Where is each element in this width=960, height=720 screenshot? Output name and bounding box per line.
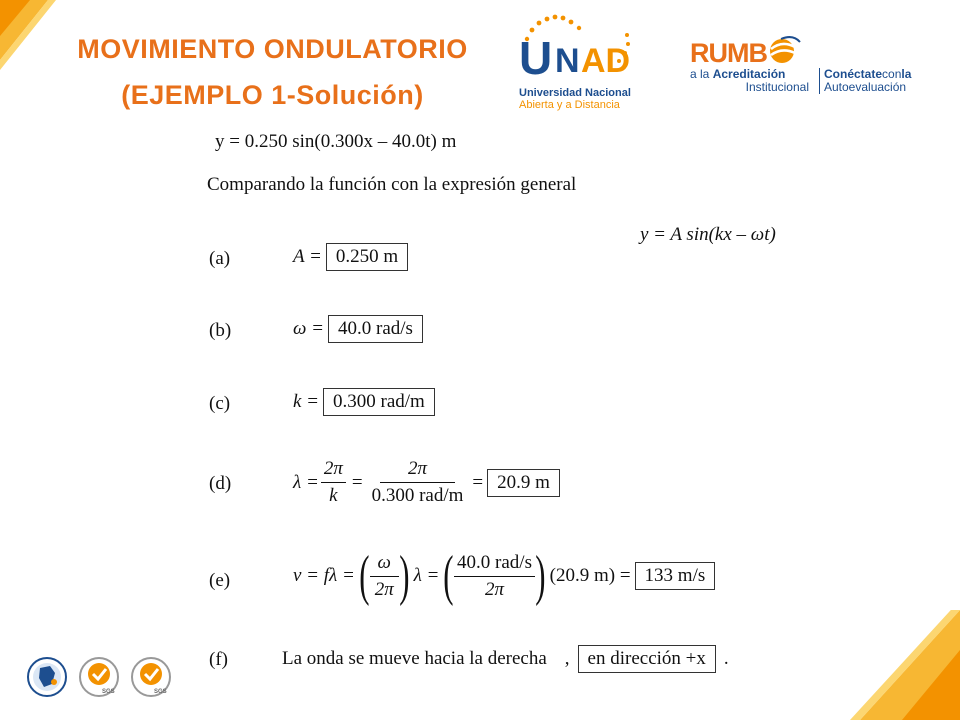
answer-a-box: 0.250 m xyxy=(326,243,408,271)
answer-d xyxy=(293,456,560,509)
rumbo-divider xyxy=(819,68,820,94)
answer-f-comma: , xyxy=(564,648,570,669)
label-e: (e) xyxy=(209,570,231,591)
answer-d-frac1-num: 2π xyxy=(321,456,346,483)
answer-e-fraction-2 xyxy=(454,550,535,603)
label-c: (c) xyxy=(209,393,231,414)
title-line-2: (EJEMPLO 1-Solución) xyxy=(121,80,424,110)
label-a: (a) xyxy=(209,248,231,269)
rumbo-brand: RUMB xyxy=(690,38,767,68)
unad-name-line2: Abierta y a Distancia xyxy=(519,99,620,111)
unad-name-line1: Universidad Nacional xyxy=(519,87,631,99)
answer-a xyxy=(293,243,408,271)
answer-e-tail: (20.9 m) = xyxy=(549,565,631,586)
answer-d-eq2: = xyxy=(472,471,484,493)
answer-b-box: 40.0 rad/s xyxy=(328,315,423,343)
rumbo-line1-prefix: a la xyxy=(690,67,713,81)
answer-b-lhs: ω = xyxy=(293,318,324,339)
general-expression: y = A sin(kx – ωt) xyxy=(640,224,776,245)
answer-f-text: La onda se mueve hacia la derecha xyxy=(282,648,547,669)
rumbo-globe-icon xyxy=(767,36,801,66)
rumbo-line1-bold: Acreditación xyxy=(712,67,786,81)
wave-equation: y = 0.250 sin(0.300x – 40.0t) m xyxy=(215,131,457,152)
answer-f-box: en dirección +x xyxy=(578,645,716,673)
sgs-badge-1 xyxy=(78,656,120,698)
answer-d-fraction-1 xyxy=(321,456,346,509)
answer-d-frac2-den: 0.300 rad/m xyxy=(371,485,464,506)
rumbo-right1-bold: Conéctate xyxy=(824,67,883,81)
answer-c-box: 0.300 rad/m xyxy=(323,388,435,416)
rumbo-right1-bold2: la xyxy=(901,67,912,81)
answer-b xyxy=(293,315,423,343)
answer-e-paren-close-1: ) xyxy=(399,545,410,607)
svg-text:N: N xyxy=(555,42,580,78)
rumbo-right2: Autoevaluación xyxy=(824,80,907,94)
answer-d-fraction-2 xyxy=(369,456,467,509)
answer-e-lambda: λ = xyxy=(413,565,440,586)
answer-f-period: . xyxy=(723,648,729,669)
rumbo-right1-light: con xyxy=(882,67,902,81)
answer-d-eq: = xyxy=(351,471,363,493)
comparing-text: Comparando la función con la expresión general xyxy=(207,174,577,195)
svg-text:U: U xyxy=(519,32,553,78)
answer-c xyxy=(293,388,435,416)
answer-e-lhs: v = fλ = xyxy=(293,565,355,586)
svg-text:AD: AD xyxy=(581,42,631,78)
answer-c-lhs: k = xyxy=(293,391,320,412)
answer-a-lhs: A = xyxy=(293,246,322,267)
answer-e-paren-open-1: ( xyxy=(359,545,370,607)
label-b: (b) xyxy=(209,320,232,341)
unad-logo xyxy=(519,14,644,110)
answer-d-box: 20.9 m xyxy=(487,469,560,497)
answer-d-lhs: λ = xyxy=(293,471,319,493)
rumbo-logo xyxy=(690,36,930,100)
sgs-badge-1-text: SGS xyxy=(102,689,115,695)
answer-e-box: 133 m/s xyxy=(635,562,716,590)
sgs-badge-2-text: SGS xyxy=(154,689,167,695)
answer-e-frac2-num: 40.0 rad/s xyxy=(454,550,535,577)
answer-e-paren-close-2: ) xyxy=(535,545,546,607)
bottom-right-corner-decoration xyxy=(820,610,960,720)
answer-e-frac2-den: 2π xyxy=(485,578,505,600)
answer-e-paren-open-2: ( xyxy=(443,545,454,607)
footer-badges xyxy=(26,656,172,698)
colombia-map-badge-icon xyxy=(26,656,68,698)
answer-d-frac2-num: 2π xyxy=(380,456,455,483)
answer-e-frac1-num: ω xyxy=(370,550,399,577)
label-f: (f) xyxy=(209,649,228,670)
answer-e xyxy=(293,545,715,607)
answer-e-frac1-den: 2π xyxy=(374,578,394,600)
sgs-badge-2 xyxy=(130,656,172,698)
answer-f xyxy=(282,645,729,673)
answer-d-frac1-den: k xyxy=(329,485,338,506)
rumbo-line2: Institucional xyxy=(745,80,809,94)
unad-logo-mark xyxy=(519,14,644,78)
label-d: (d) xyxy=(209,473,232,494)
answer-e-fraction-1 xyxy=(370,550,399,603)
title-line-1: MOVIMIENTO ONDULATORIO xyxy=(77,34,468,64)
